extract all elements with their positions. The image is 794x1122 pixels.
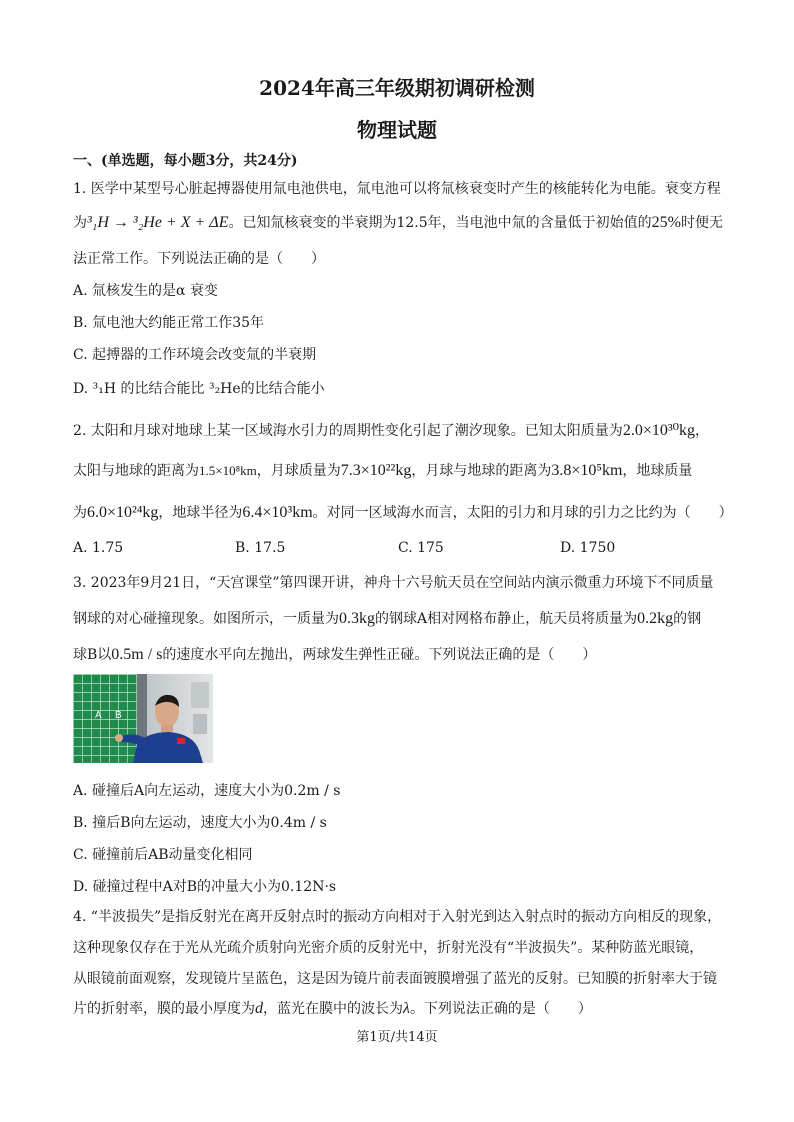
- q1-line2: [73, 212, 723, 232]
- moon-mass: 7.3×10²²kg: [340, 462, 412, 479]
- blue-wavelength: λ: [403, 1000, 410, 1017]
- q4-line4: [73, 998, 592, 1018]
- q1-percent: 25%: [651, 214, 681, 231]
- q1-line3: 法正常工作。下列说法正确的是（ ）: [73, 251, 325, 267]
- q1-line2-post: 。已知氚核衰变的半衰期为12.5年，当电池中氚的含量低于初始值的: [228, 215, 652, 231]
- q2-line1-pre: 2. 太阳和月球对地球上某一区域海水引力的周期性变化引起了潮汐现象。已知太阳质量为: [73, 423, 623, 439]
- earth-radius: 6.4×10³km: [242, 504, 313, 521]
- q3-line2-end: 的钢: [673, 611, 702, 627]
- q1-option-c: C. 起搏器的工作环境会改变氚的半衰期: [73, 347, 317, 363]
- q3-option-a: A. 碰撞后A向左运动，速度大小为0.2m / s: [73, 783, 341, 799]
- q2-line1-end: ，: [695, 423, 710, 439]
- q4-line2: 这种现象仅存在于光从光疏介质射向光密介质的反射光中，折射光没有“半波损失”。某种防蓝光眼镜，: [73, 940, 704, 956]
- q3-line3-pre: 球B以: [73, 647, 112, 663]
- q3-line2: [73, 608, 701, 628]
- q2-option-d: D. 1750: [560, 540, 616, 556]
- q1-option-b: B. 氚电池大约能正常工作35年: [73, 315, 265, 331]
- q2-line2: [73, 460, 692, 480]
- q3-line2-pre: 钢球的对心碰撞现象。如图所示，一质量为: [73, 611, 339, 627]
- film-thickness: d: [255, 1000, 263, 1017]
- q3-option-d: D. 碰撞过程中A对B的冲量大小为0.12N·s: [73, 879, 337, 895]
- q2-line3: [73, 502, 733, 522]
- figure-label-a: A: [95, 710, 102, 721]
- q2-line2-mid2: ，月球与地球的距离为: [411, 463, 552, 479]
- q2-line3-pre: 为: [73, 505, 87, 521]
- figure-label-b: B: [115, 710, 122, 721]
- q1-line1: 1. 医学中某型号心脏起搏器使用氚电池供电，氚电池可以将氚核衰变时产生的核能转化为电能。衰变方程: [73, 181, 721, 197]
- q2-option-c: C. 175: [398, 540, 444, 556]
- q4-line4-pre: 片的折射率，膜的最小厚度为: [73, 1001, 255, 1017]
- q1-line2-pre: 为: [73, 215, 87, 231]
- q3-option-c: C. 碰撞前后AB动量变化相同: [73, 847, 253, 863]
- q1-line2-end: 时便无: [680, 215, 723, 231]
- q4-line3: 从眼镜前面观察，发现镜片呈蓝色，这是因为镜片前表面镀膜增强了蓝光的反射。已知膜的折射率大于镜: [73, 971, 717, 987]
- q1-option-a: A. 氚核发生的是α 衰变: [73, 283, 218, 299]
- q4-line1: 4. “半波损失”是指反射光在离开反射点时的振动方向相对于入射光到达入射点时的振动方向相反的现象，: [73, 909, 722, 925]
- exam-subtitle: 物理试题: [357, 118, 437, 142]
- q2-option-b: B. 17.5: [235, 540, 286, 556]
- q1-option-d: D. ³₁H 的比结合能比 ³₂He的比结合能小: [73, 381, 325, 397]
- q3-line1: 3. 2023年9月21日，“天宫课堂”第四课开讲，神舟十六号航天员在空间站内演示微重力环境下不同质量: [73, 575, 714, 591]
- q2-line3-end: 。对同一区域海水而言，太阳的引力和月球的引力之比约为（ ）: [312, 505, 733, 521]
- section-heading: 一、(单选题，每小题3分，共24分): [73, 153, 298, 169]
- astronaut-photo: [73, 674, 213, 763]
- moon-distance: 3.8×10⁵km: [551, 462, 623, 479]
- q3-line3: [73, 644, 596, 664]
- q4-line4-mid: ，蓝光在膜中的波长为: [263, 1001, 403, 1017]
- sun-mass: 2.0×10³⁰kg: [622, 422, 696, 439]
- q2-line3-mid: ，地球半径为: [158, 505, 243, 521]
- exam-title: 2024年高三年级期初调研检测: [259, 76, 535, 100]
- q2-option-a: A. 1.75: [73, 540, 124, 556]
- page-footer: 第1页/共14页: [356, 1030, 438, 1045]
- ball-speed: 0.5m / s: [111, 646, 163, 663]
- mass-a: 0.3kg: [339, 610, 375, 627]
- q3-line2-mid: 的钢球A相对网格布静止，航天员将质量为: [375, 611, 638, 627]
- q3-line3-end: 的速度水平向左抛出，两球发生弹性正碰。下列说法正确的是（ ）: [162, 647, 597, 663]
- q2-line2-end: ，地球质量: [622, 463, 693, 479]
- q2-line2-mid: ，月球质量为: [256, 463, 341, 479]
- sun-distance: 1.5×10⁸km: [199, 463, 257, 478]
- q3-option-b: B. 撞后B向左运动，速度大小为0.4m / s: [73, 815, 327, 831]
- decay-equation: ³₁H → ³₂He + X + ΔE: [87, 214, 229, 231]
- mass-b: 0.2kg: [637, 610, 674, 627]
- q2-line1: [73, 420, 709, 440]
- q4-line4-end: 。下列说法正确的是（ ）: [409, 1001, 592, 1017]
- q2-line2-pre: 太阳与地球的距离为: [73, 463, 199, 479]
- earth-mass: 6.0×10²⁴kg: [87, 504, 159, 521]
